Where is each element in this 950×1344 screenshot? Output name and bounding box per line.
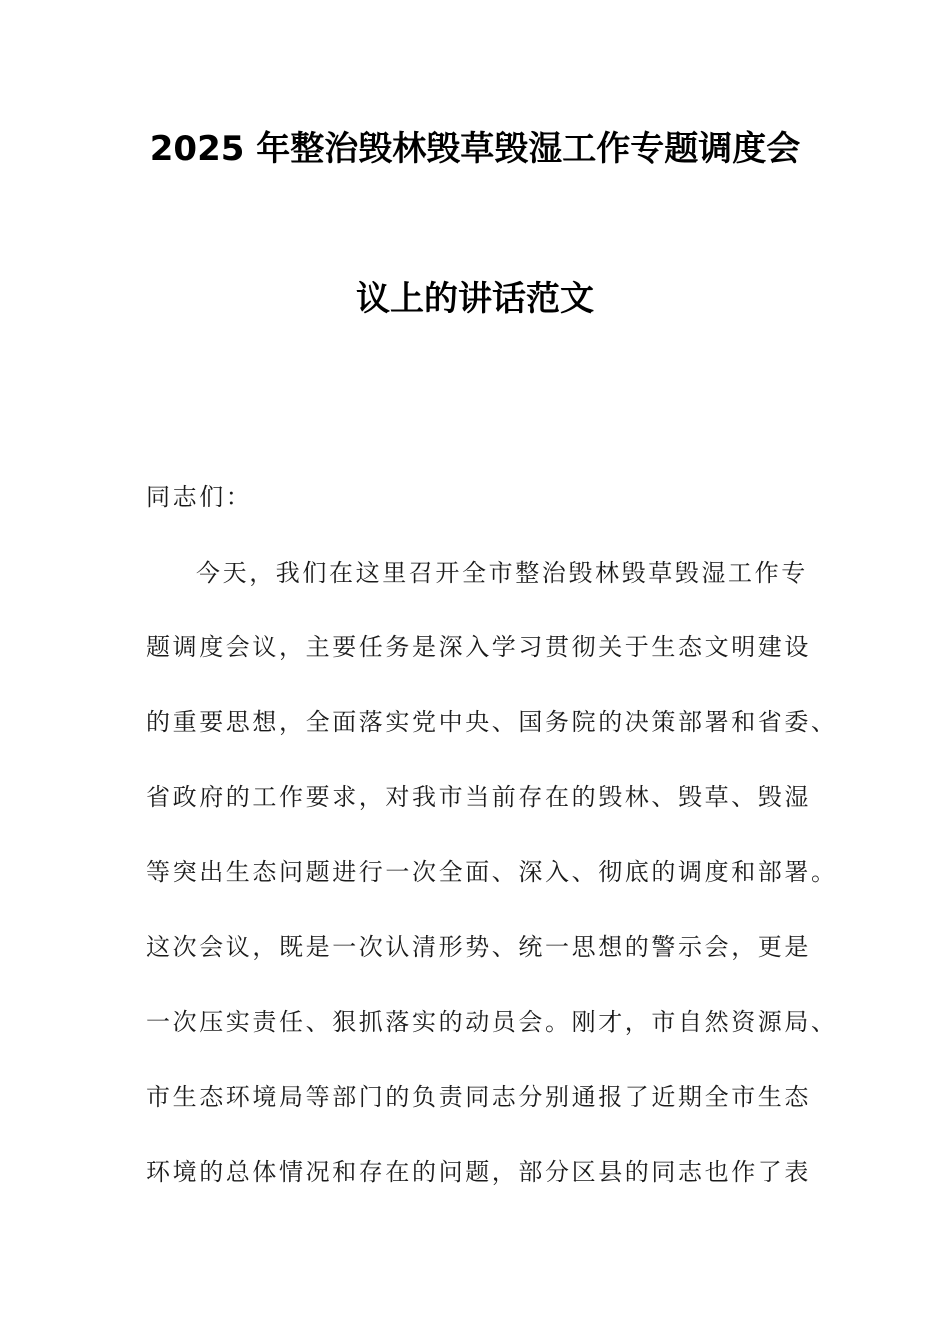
paragraph-line-8: 市生态环境局等部门的负责同志分别通报了近期全市生态 [146, 1083, 811, 1111]
salutation: 同志们： [146, 483, 253, 511]
paragraph-line-1: 今天，我们在这里召开全市整治毁林毁草毁湿工作专 [196, 559, 808, 587]
document-title-line-1: 2025 年整治毁林毁草毁湿工作专题调度会 [149, 129, 801, 169]
paragraph-line-4: 省政府的工作要求，对我市当前存在的毁林、毁草、毁湿 [146, 783, 811, 811]
paragraph-line-3: 的重要思想，全面落实党中央、国务院的决策部署和省委、 [146, 708, 838, 736]
paragraph-line-5: 等突出生态问题进行一次全面、深入、彻底的调度和部署。 [146, 858, 838, 886]
document-title-line-2: 议上的讲话范文 [356, 279, 594, 319]
paragraph-line-6: 这次会议，既是一次认清形势、统一思想的警示会，更是 [146, 933, 811, 961]
paragraph-line-2: 题调度会议，主要任务是深入学习贯彻关于生态文明建设 [146, 633, 811, 661]
paragraph-line-7: 一次压实责任、狠抓落实的动员会。刚才，市自然资源局、 [146, 1008, 838, 1036]
paragraph-line-9: 环境的总体情况和存在的问题，部分区县的同志也作了表 [146, 1158, 811, 1186]
